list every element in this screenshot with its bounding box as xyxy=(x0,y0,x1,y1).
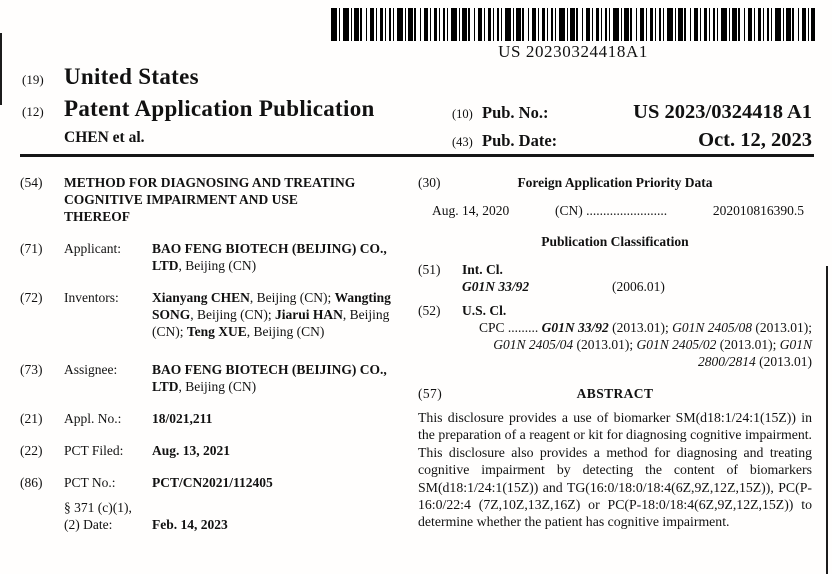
assignee-label: Assignee: xyxy=(64,362,118,377)
cpc-version: (2013.01); xyxy=(573,337,637,352)
country-code: (19) xyxy=(22,72,44,87)
field-title xyxy=(20,174,392,225)
section-371-value: Feb. 14, 2023 xyxy=(152,517,228,532)
field-inventors xyxy=(20,289,392,340)
pub-date-value: Oct. 12, 2023 xyxy=(698,129,812,151)
us-cl-block xyxy=(462,302,812,370)
cpc-class: G01N 33/92 xyxy=(541,320,609,335)
int-cl-class: G01N 33/92 xyxy=(462,279,530,294)
field-pct-no-code: (86) xyxy=(20,475,43,490)
biblio-body xyxy=(20,174,812,533)
pub-date-label: Pub. Date: xyxy=(482,131,558,150)
int-cl-entry xyxy=(462,278,812,295)
priority-date: Aug. 14, 2020 xyxy=(432,203,510,218)
left-column xyxy=(20,174,392,533)
field-pct-filed-code: (22) xyxy=(20,443,43,458)
priority-country-leader: (CN) ........................ xyxy=(555,203,668,218)
barcode-block xyxy=(331,8,815,62)
inventors-label: Inventors: xyxy=(64,290,119,305)
barcode-icon xyxy=(331,8,815,41)
applicant-location: , Beijing (CN) xyxy=(178,258,257,273)
priority-entry xyxy=(432,202,812,219)
kind-line xyxy=(20,94,450,126)
field-int-cl-code: (51) xyxy=(418,262,441,277)
publication-kind: Patent Application Publication xyxy=(64,96,375,121)
appl-no-value: 18/021,211 xyxy=(152,411,213,426)
field-int-cl xyxy=(418,261,812,295)
pub-date-code: (43) xyxy=(452,135,473,149)
applicant-value xyxy=(152,240,392,274)
scan-artifact-left xyxy=(0,33,2,105)
field-applicant-code: (71) xyxy=(20,241,43,256)
field-title-code: (54) xyxy=(20,175,43,190)
kind-code: (12) xyxy=(22,104,44,119)
section-371-label xyxy=(64,499,152,533)
country-name: United States xyxy=(64,64,199,89)
header-divider xyxy=(20,154,814,157)
inventor-name: Wangting SONG xyxy=(152,290,391,322)
field-371-date xyxy=(20,499,392,533)
field-appl-no xyxy=(20,410,392,427)
applicant-label: Applicant: xyxy=(64,241,121,256)
us-cl-label: U.S. Cl. xyxy=(462,303,507,318)
field-us-cl-code: (52) xyxy=(418,303,441,318)
barcode-number: US 20230324418A1 xyxy=(498,42,648,61)
inventor-location: , Beijing (CN); xyxy=(152,307,390,339)
cpc-version: (2013.01); xyxy=(608,320,673,335)
cpc-class: G01N 2405/02 xyxy=(636,337,717,352)
pub-date-row xyxy=(452,127,812,155)
country-line xyxy=(20,62,450,94)
assignee-location: , Beijing (CN) xyxy=(178,379,257,394)
pub-no-code: (10) xyxy=(452,107,473,121)
field-pct-no xyxy=(20,474,392,491)
field-abstract-code: (57) xyxy=(418,386,443,401)
cpc-class: G01N 2405/04 xyxy=(493,337,574,352)
field-us-cl xyxy=(418,302,812,370)
section-371-line1: § 371 (c)(1), xyxy=(64,500,132,515)
cpc-version: (2013.01); xyxy=(716,337,780,352)
field-appl-no-code: (21) xyxy=(20,411,43,426)
priority-number: 202010816390.5 xyxy=(712,203,804,218)
inventors-value xyxy=(152,289,392,340)
section-371-line2: (2) Date: xyxy=(64,517,113,532)
invention-title: METHOD FOR DIAGNOSING AND TREATING COGNITIVE IMPAIRMENT AND USE THEREOF xyxy=(64,175,356,224)
cpc-class: G01N 2405/08 xyxy=(672,320,752,335)
pct-no-value: PCT/CN2021/112405 xyxy=(152,475,273,490)
scan-artifact-right xyxy=(826,266,828,574)
cpc-version: (2013.01) xyxy=(755,354,812,369)
classification-heading: Publication Classification xyxy=(541,234,689,249)
field-inventors-code: (72) xyxy=(20,290,43,305)
cpc-prefix: CPC ......... xyxy=(478,320,542,335)
inventor-location: , Beijing (CN); xyxy=(190,307,276,322)
int-cl-block xyxy=(462,261,812,295)
pct-no-label: PCT No.: xyxy=(64,475,116,490)
pct-filed-label: PCT Filed: xyxy=(64,443,124,458)
header-right xyxy=(452,99,812,155)
inventor-name: Teng XUE xyxy=(186,324,247,339)
abstract-text: This disclosure provides a use of biomarker SM(d18:1/24:1(15Z)) in the preparation of a reagent or kit for diagnosing cognitive impairment. This disclosure also provides a method for diagnosing and treating cognitive impairment by detecting the content of biomarkers SM(d18:1/24:1(15Z)) and TG(16:0/18:0/18:4(6Z,9Z,12Z,15Z)), PC(P-16:0/22:4 (7Z,10Z,13Z,16Z) or PC(P-18:0/18:4(6Z,9Z,12Z,15Z)) to determine whether the patient has cognitive impairment. xyxy=(418,410,812,530)
abstract-heading: ABSTRACT xyxy=(576,386,654,401)
inventor-location: , Beijing (CN); xyxy=(249,290,335,305)
field-assignee xyxy=(20,361,392,395)
header-left xyxy=(20,62,450,147)
field-priority-code: (30) xyxy=(418,175,441,190)
assignee-name: BAO FENG BIOTECH (BEIJING) CO., LTD xyxy=(152,362,387,394)
pub-no-row xyxy=(452,99,812,127)
field-applicant xyxy=(20,240,392,274)
int-cl-label: Int. Cl. xyxy=(462,262,503,277)
party-name: CHEN et al. xyxy=(64,129,145,146)
cpc-listing xyxy=(462,319,812,370)
applicant-name: BAO FENG BIOTECH (BEIJING) CO., LTD xyxy=(152,241,387,273)
field-abstract xyxy=(418,385,812,402)
priority-heading: Foreign Application Priority Data xyxy=(517,175,713,190)
int-cl-version: (2006.01) xyxy=(612,279,665,294)
right-column xyxy=(418,174,812,533)
inventor-name: Jiarui HAN xyxy=(275,307,343,322)
appl-no-label: Appl. No.: xyxy=(64,411,122,426)
field-priority xyxy=(418,174,812,191)
cpc-class: G01N 2800/2814 xyxy=(697,337,812,369)
cpc-version: (2013.01); xyxy=(752,320,812,335)
field-pct-filed xyxy=(20,442,392,459)
field-assignee-code: (73) xyxy=(20,362,43,377)
assignee-value xyxy=(152,361,392,395)
inventor-name: Xianyang CHEN xyxy=(152,290,250,305)
inventor-location: , Beijing (CN) xyxy=(246,324,325,339)
pub-no-label: Pub. No.: xyxy=(482,103,549,122)
pct-filed-value: Aug. 13, 2021 xyxy=(152,443,231,458)
pub-no-value: US 2023/0324418 A1 xyxy=(633,101,812,123)
